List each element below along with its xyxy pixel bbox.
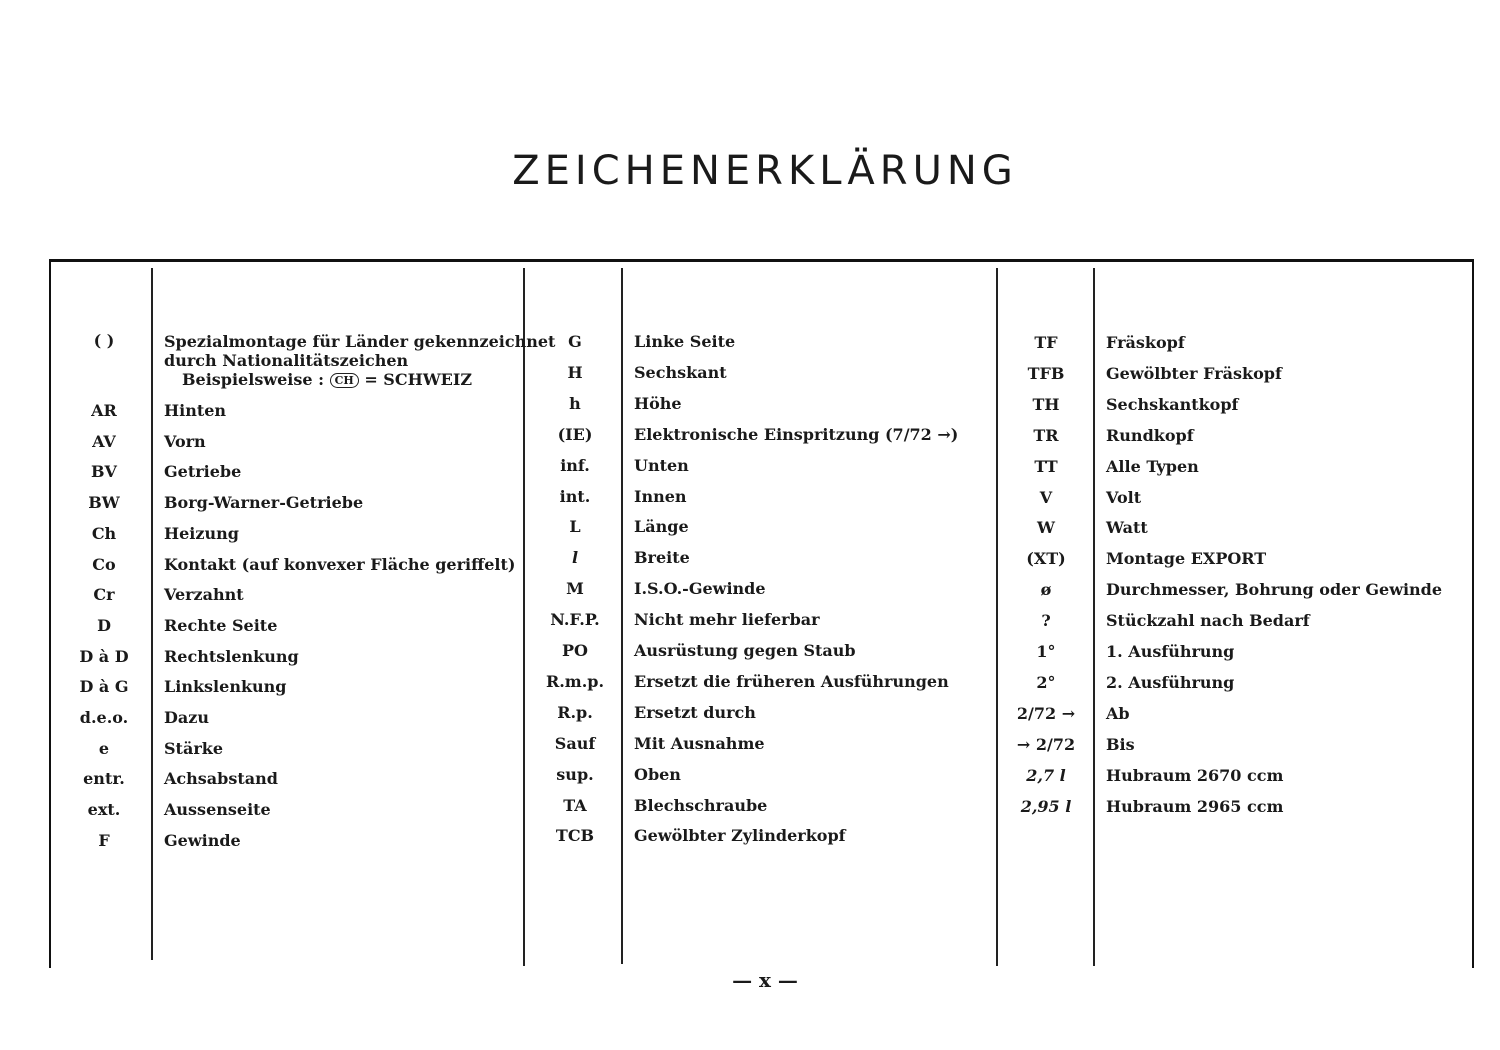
special-mounting-entry (164, 332, 555, 389)
abbreviation: 2° (1036, 673, 1056, 692)
example-label: Beispielsweise : (182, 370, 325, 389)
description: Breite (634, 548, 690, 567)
abbreviation: TFB (1027, 364, 1065, 383)
description: Mit Ausnahme (634, 734, 765, 753)
description: 2. Ausführung (1106, 673, 1235, 692)
abbreviation: TF (1034, 333, 1058, 352)
description: Volt (1106, 488, 1142, 507)
abbreviation: 2,95 l (1020, 797, 1072, 816)
description-line: Spezialmontage für Länder gekennzeichnet (164, 332, 556, 351)
description: Elektronische Einspritzung (7/72 →) (634, 425, 959, 444)
abbreviation: V (1039, 488, 1053, 507)
abbreviation: L (569, 517, 581, 536)
abbreviation: 2,7 l (1026, 766, 1066, 785)
example-value: = SCHWEIZ (364, 370, 473, 389)
abbreviation: (XT) (1026, 549, 1066, 568)
abbreviation: inf. (560, 456, 590, 475)
column-divider (1093, 268, 1095, 966)
abbreviation: D (97, 616, 111, 635)
column-divider (151, 268, 153, 960)
description: Gewinde (164, 831, 241, 850)
abbreviation: R.p. (557, 703, 593, 722)
abbreviation: R.m.p. (545, 672, 605, 691)
description: Rechtslenkung (164, 647, 299, 666)
description: Dazu (164, 708, 209, 727)
page-title: ZEICHENERKLÄRUNG (512, 148, 1018, 194)
abbreviation: TT (1034, 457, 1058, 476)
description: Bis (1106, 735, 1135, 754)
column-divider (621, 268, 623, 964)
page-number: — x — (732, 968, 798, 992)
description: Blechschraube (634, 796, 768, 815)
description: Linke Seite (634, 332, 736, 351)
column-divider (996, 268, 998, 966)
abbreviation: Sauf (554, 734, 596, 753)
abbreviation: Ch (91, 524, 117, 543)
description: Montage EXPORT (1106, 549, 1267, 568)
abbreviation: D à D (79, 647, 129, 666)
abbreviation: ( ) (93, 331, 115, 350)
abbreviation: TH (1032, 395, 1060, 414)
description: Alle Typen (1106, 457, 1199, 476)
description: I.S.O.-Gewinde (634, 579, 766, 598)
description: Gewölbter Fräskopf (1106, 364, 1282, 383)
abbreviation: M (566, 579, 584, 598)
abbreviation: BW (88, 493, 120, 512)
abbreviation: l (571, 548, 579, 567)
description: Stärke (164, 739, 224, 758)
abbreviation: entr. (83, 769, 125, 788)
description: Innen (634, 487, 687, 506)
abbreviation: d.e.o. (79, 708, 129, 727)
description: Ersetzt durch (634, 703, 756, 722)
abbreviation: F (98, 831, 110, 850)
abbreviation: Co (92, 555, 116, 574)
description-line (164, 370, 555, 389)
abbreviation: (IE) (557, 425, 593, 444)
abbreviation: W (1037, 518, 1055, 537)
abbreviation: → 2/72 (1016, 735, 1076, 754)
abbreviation: sup. (556, 765, 594, 784)
description: Borg-Warner-Getriebe (164, 493, 364, 512)
description: 1. Ausführung (1106, 642, 1235, 661)
description: Stückzahl nach Bedarf (1106, 611, 1310, 630)
description: Ab (1106, 704, 1130, 723)
description: Heizung (164, 524, 239, 543)
abbreviation: TR (1033, 426, 1059, 445)
description: Gewölbter Zylinderkopf (634, 826, 846, 845)
description-line: durch Nationalitätszeichen (164, 351, 409, 370)
description: Oben (634, 765, 681, 784)
description: Sechskant (634, 363, 727, 382)
description: Rundkopf (1106, 426, 1194, 445)
abbreviation: int. (559, 487, 591, 506)
description: Rechte Seite (164, 616, 278, 635)
abbreviation: h (569, 394, 581, 413)
abbreviation: ext. (87, 800, 121, 819)
abbreviation: 1° (1036, 642, 1056, 661)
abbreviation: e (98, 739, 110, 758)
abbreviation: ? (1041, 611, 1051, 630)
abbreviation: D à G (79, 677, 129, 696)
abbreviation: PO (562, 641, 588, 660)
description: Hubraum 2670 ccm (1106, 766, 1284, 785)
abbreviation-column-3 (1000, 0, 1092, 1050)
description: Durchmesser, Bohrung oder Gewinde (1106, 580, 1443, 599)
description: Getriebe (164, 462, 242, 481)
description: Höhe (634, 394, 682, 413)
description: Hinten (164, 401, 227, 420)
abbreviation: ø (1040, 580, 1052, 599)
description: Sechskantkopf (1106, 395, 1239, 414)
description: Verzahnt (164, 585, 244, 604)
abbreviation: AV (92, 432, 116, 451)
abbreviation: TA (563, 796, 587, 815)
description: Achsabstand (164, 769, 278, 788)
abbreviation: BV (91, 462, 117, 481)
description: Ausrüstung gegen Staub (634, 641, 856, 660)
abbreviation: H (567, 363, 583, 382)
abbreviation: Cr (93, 585, 115, 604)
description: Nicht mehr lieferbar (634, 610, 820, 629)
abbreviation: TCB (555, 826, 595, 845)
ch-country-badge: CH (330, 373, 359, 388)
abbreviation-column-1 (58, 0, 150, 1050)
description: Ersetzt die früheren Ausführungen (634, 672, 949, 691)
description: Vorn (164, 432, 206, 451)
description: Fräskopf (1106, 333, 1185, 352)
abbreviation: AR (91, 401, 117, 420)
abbreviation-column-2 (530, 0, 620, 1050)
description: Hubraum 2965 ccm (1106, 797, 1284, 816)
description: Linkslenkung (164, 677, 287, 696)
description: Länge (634, 517, 689, 536)
description: Aussenseite (164, 800, 271, 819)
description: Kontakt (auf konvexer Fläche geriffelt) (164, 555, 516, 574)
description: Watt (1106, 518, 1148, 537)
description: Unten (634, 456, 689, 475)
abbreviation: 2/72 → (1016, 704, 1076, 723)
abbreviation: G (568, 332, 582, 351)
abbreviation: N.F.P. (550, 610, 600, 629)
